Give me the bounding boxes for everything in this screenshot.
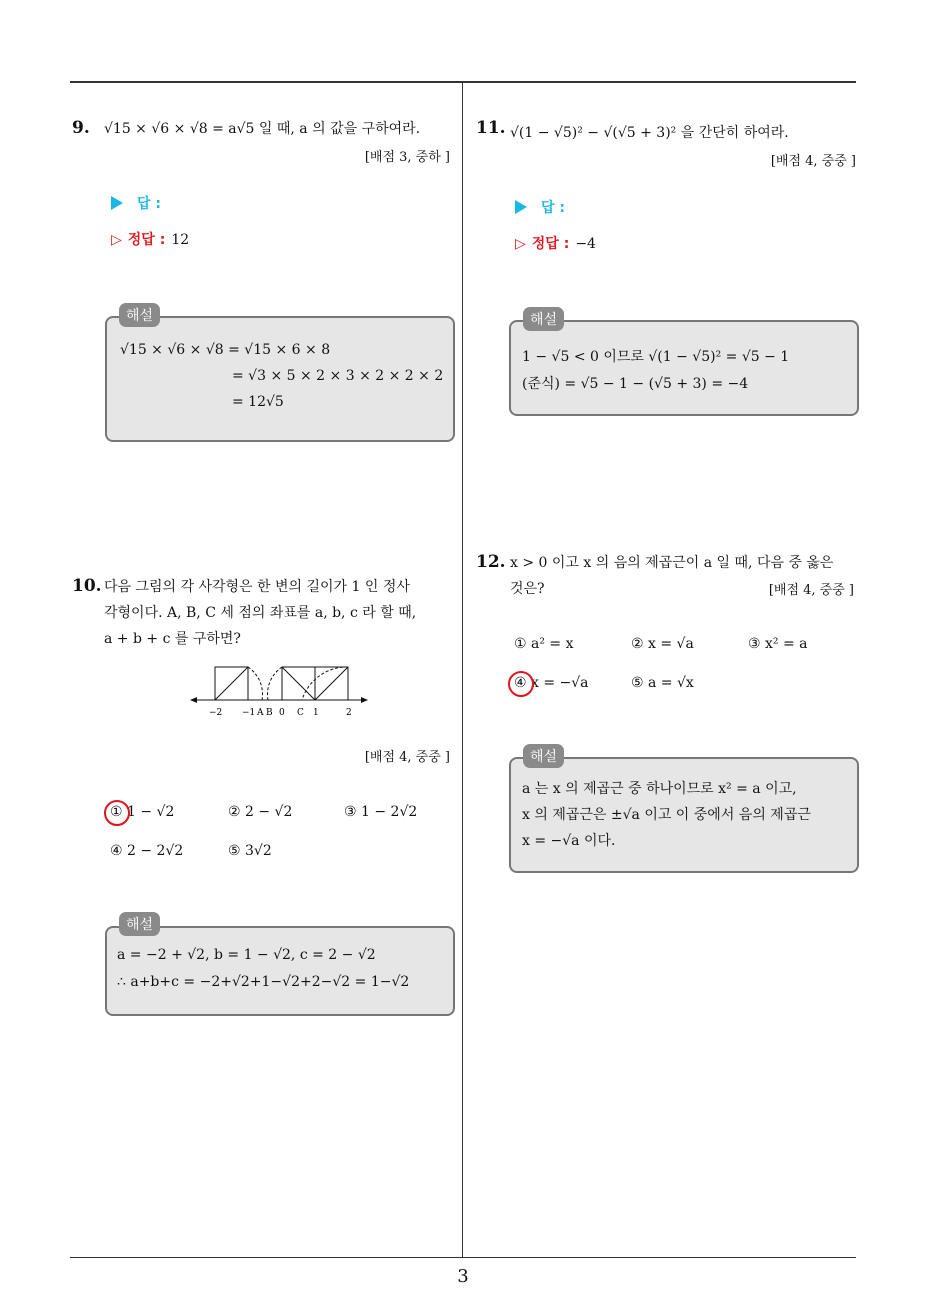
question-12-choice-5[interactable]: ⑤ a = √x xyxy=(631,675,694,691)
question-9-solution-line: = √3 × 5 × 2 × 3 × 2 × 2 × 2 xyxy=(232,368,444,384)
question-12-choice-3[interactable]: ③ x² = a xyxy=(748,636,808,652)
question-9-meta: [배점 3, 중하 ] xyxy=(364,150,450,165)
question-10-number: 10. xyxy=(72,576,102,596)
question-12-choice-4[interactable]: ④ x = −√a xyxy=(514,675,589,691)
correct-value: 12 xyxy=(171,232,190,248)
answer-label: 답 : xyxy=(541,200,565,216)
question-9-answer-field[interactable] xyxy=(111,193,161,213)
play-triangle-icon xyxy=(111,196,123,210)
question-12-choice-1[interactable]: ① a² = x xyxy=(514,636,574,652)
question-10-stem-line: 각형이다. A, B, C 세 점의 좌표를 a, b, c 라 할 때, xyxy=(104,605,417,621)
play-triangle-icon xyxy=(515,200,527,214)
question-9-solution-line: √15 × √6 × √8 = √15 × 6 × 8 xyxy=(120,342,331,358)
question-12-solution-tag: 해설 xyxy=(523,744,564,768)
question-12-meta: [배점 4, 중중 ] xyxy=(768,583,854,598)
question-9-correct-answer xyxy=(111,229,189,249)
question-9-number: 9. xyxy=(72,118,90,138)
question-11-correct-answer xyxy=(515,233,596,253)
answer-label: 답 : xyxy=(137,196,161,212)
question-11-stem: √(1 − √5)² − √(√5 + 3)² 을 간단히 하여라. xyxy=(510,125,789,141)
question-12-solution-line: x 의 제곱근은 ±√a 이고 이 중에서 음의 제곱근 xyxy=(522,807,811,823)
question-11-solution-tag: 해설 xyxy=(523,307,564,331)
question-12-solution-line: a 는 x 의 제곱근 중 하나이므로 x² = a 이고, xyxy=(522,781,797,797)
question-10-solution-box xyxy=(105,926,455,1016)
question-10-solution-line: ∴ a+b+c = −2+√2+1−√2+2−√2 = 1−√2 xyxy=(117,974,410,990)
question-10-choice-4[interactable]: ④ 2 − 2√2 xyxy=(110,843,184,859)
question-10-solution-line: a = −2 + √2, b = 1 − √2, c = 2 − √2 xyxy=(117,947,376,963)
outline-triangle-icon: ▷ xyxy=(111,232,122,248)
correct-label: 정답 : xyxy=(531,236,570,252)
question-10-stem-line: 다음 그림의 각 사각형은 한 변의 길이가 1 인 정사 xyxy=(104,579,410,595)
question-11-solution-line: (준식) = √5 − 1 − (√5 + 3) = −4 xyxy=(522,376,749,392)
question-10-choice-5[interactable]: ⑤ 3√2 xyxy=(228,843,272,859)
question-12-number: 12. xyxy=(476,552,506,572)
question-10-meta: [배점 4, 중중 ] xyxy=(364,750,450,765)
tick-label: −1 xyxy=(242,708,256,718)
selected-choice-circle-icon xyxy=(104,800,130,826)
question-10-choice-3[interactable]: ③ 1 − 2√2 xyxy=(344,804,418,820)
correct-value: −4 xyxy=(575,236,596,252)
outline-triangle-icon: ▷ xyxy=(515,236,526,252)
question-12-stem-line: 것은? xyxy=(510,581,545,597)
question-10-choice-2[interactable]: ② 2 − √2 xyxy=(228,804,293,820)
question-9-solution-tag: 해설 xyxy=(119,303,160,327)
question-10-choice-1[interactable]: ① 1 − √2 xyxy=(110,804,175,820)
tick-label: −2 xyxy=(209,708,223,718)
tick-label: 1 xyxy=(313,708,319,718)
number-line-figure xyxy=(190,662,370,722)
bottom-rule xyxy=(70,1257,856,1258)
point-label-b: B xyxy=(266,708,273,718)
question-9-stem: √15 × √6 × √8 = a√5 일 때, a 의 값을 구하여라. xyxy=(104,121,421,137)
question-11-solution-line: 1 − √5 < 0 이므로 √(1 − √5)² = √5 − 1 xyxy=(522,349,790,365)
question-12-stem-line: x > 0 이고 x 의 음의 제곱근이 a 일 때, 다음 중 옳은 xyxy=(510,555,834,571)
question-10-solution-tag: 해설 xyxy=(119,912,160,936)
top-rule xyxy=(70,81,856,83)
tick-label: 2 xyxy=(346,708,352,718)
question-11-meta: [배점 4, 중중 ] xyxy=(770,154,856,169)
selected-choice-circle-icon xyxy=(508,671,534,697)
page-number: 3 xyxy=(457,1266,469,1287)
question-11-number: 11. xyxy=(476,118,506,138)
question-9-solution-line: = 12√5 xyxy=(232,394,284,410)
question-10-stem-line: a + b + c 를 구하면? xyxy=(104,631,241,647)
point-label-a: A xyxy=(257,708,264,718)
correct-label: 정답 : xyxy=(127,232,166,248)
question-12-choice-2[interactable]: ② x = √a xyxy=(631,636,694,652)
column-divider xyxy=(462,82,463,1258)
question-12-solution-line: x = −√a 이다. xyxy=(522,833,616,849)
point-label-c: C xyxy=(297,708,304,718)
question-11-answer-field[interactable] xyxy=(515,197,565,217)
tick-label: 0 xyxy=(279,708,285,718)
question-11-solution-box xyxy=(509,320,859,416)
